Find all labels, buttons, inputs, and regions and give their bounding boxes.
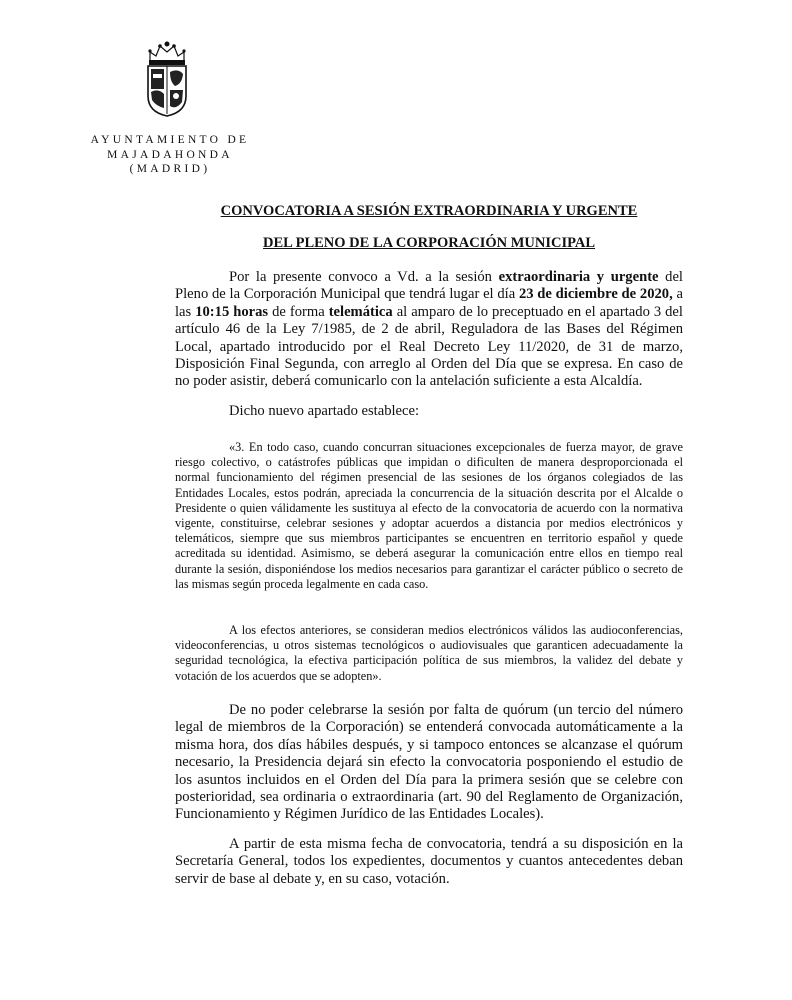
entity-province: (MADRID) (129, 163, 211, 175)
legal-quote-first (175, 440, 683, 592)
paragraph-text: Dicho nuevo apartado establece: (229, 403, 420, 419)
documents-paragraph (175, 836, 683, 888)
entity-header (80, 133, 260, 177)
entity-name: AYUNTAMIENTO DE (90, 134, 250, 146)
intro-paragraph (175, 403, 683, 420)
paragraph-text: Por la presente convoco a Vd. a la sesión extraordinaria y urgente del Pleno de la Corporación Municipal que tendrá lugar el día 23 de diciembre de 2020, a las 10:15 horas de forma telemática al amparo de lo preceptuado en el apartado 3 del artículo 46 de la Ley 7/1985, de 2 de abril, Reguladora de las Bases del Régimen Local, apartado introducido por el Real Decreto Ley 11/2020, de 31 de marzo, Disposición Final Segunda, con arreglo al Orden del Día que se expresa. En caso de no poder asistir, deberá comunicarlo con la antelación suficiente a esta Alcaldía. (175, 269, 683, 390)
paragraph-text: A partir de esta misma fecha de convocatoria, tendrá a su disposición en la Secretaría General, todos los expedientes, documentos y cuantos antecedentes deban servir de base al debate y, en su caso, votación. (175, 836, 683, 887)
document-title: CONVOCATORIA A SESIÓN EXTRAORDINARIA Y URGENTE (220, 203, 638, 219)
municipal-crest-icon (142, 38, 192, 118)
quote-text: «3. En todo caso, cuando concurran situaciones excepcionales de fuerza mayor, de grave riesgo colectivo, o catástrofes públicas que impidan o dificulten de manera desproporcionada el normal funcionamiento del régimen presencial de las sesiones de los órganos colegiados de las Entidades Locales, estos podrán, apreciada la concurrencia de la situación descrita por el Alcalde o Presidente o quien válidamente les sustituya al efecto de la convocatoria de acuerdo con la normativa vigente, constituirse, celebrar sesiones y adoptar acuerdos a distancia por medios electrónicos y telemáticos, siempre que sus miembros participantes se encuentren en territorio español y quede acreditada su identidad. Asimismo, se deberá asegurar la comunicación entre ellos en tiempo real durante la sesión, disponiéndose los medios necesarios para garantizar el carácter público o secreto de las mismas según proceda legalmente en cada caso. (175, 440, 683, 591)
paragraph-text: De no poder celebrarse la sesión por falta de quórum (un tercio del número legal de miembros de la Corporación) se entenderá convocada automáticamente a la misma hora, dos días hábiles después, y si tampoco entonces se alcanzase el quórum necesario, la Presidencia dejará sin efecto la convocatoria posponiendo el estudio de los asuntos incluidos en el Orden del Día para la primera sesión que se celebre con posterioridad, sea ordinaria o extraordinaria (art. 90 del Reglamento de Organización, Funcionamiento y Régimen Jurídico de las Entidades Locales). (175, 702, 683, 823)
legal-quote-second (175, 623, 683, 684)
quorum-paragraph (175, 702, 683, 824)
entity-town: MAJADAHONDA (107, 148, 233, 161)
quote-text: A los efectos anteriores, se consideran medios electrónicos válidos las audioconferencias, videoconferencias, u otros sistemas tecnológicos o audiovisuales que garanticen adecuadamente la seguridad tecnológica, la efectiva participación política de sus miembros, la validez del debate y votación de los acuerdos que se adopten». (175, 623, 683, 683)
convocation-paragraph (175, 269, 683, 391)
document-subtitle: DEL PLENO DE LA CORPORACIÓN MUNICIPAL (262, 235, 596, 251)
